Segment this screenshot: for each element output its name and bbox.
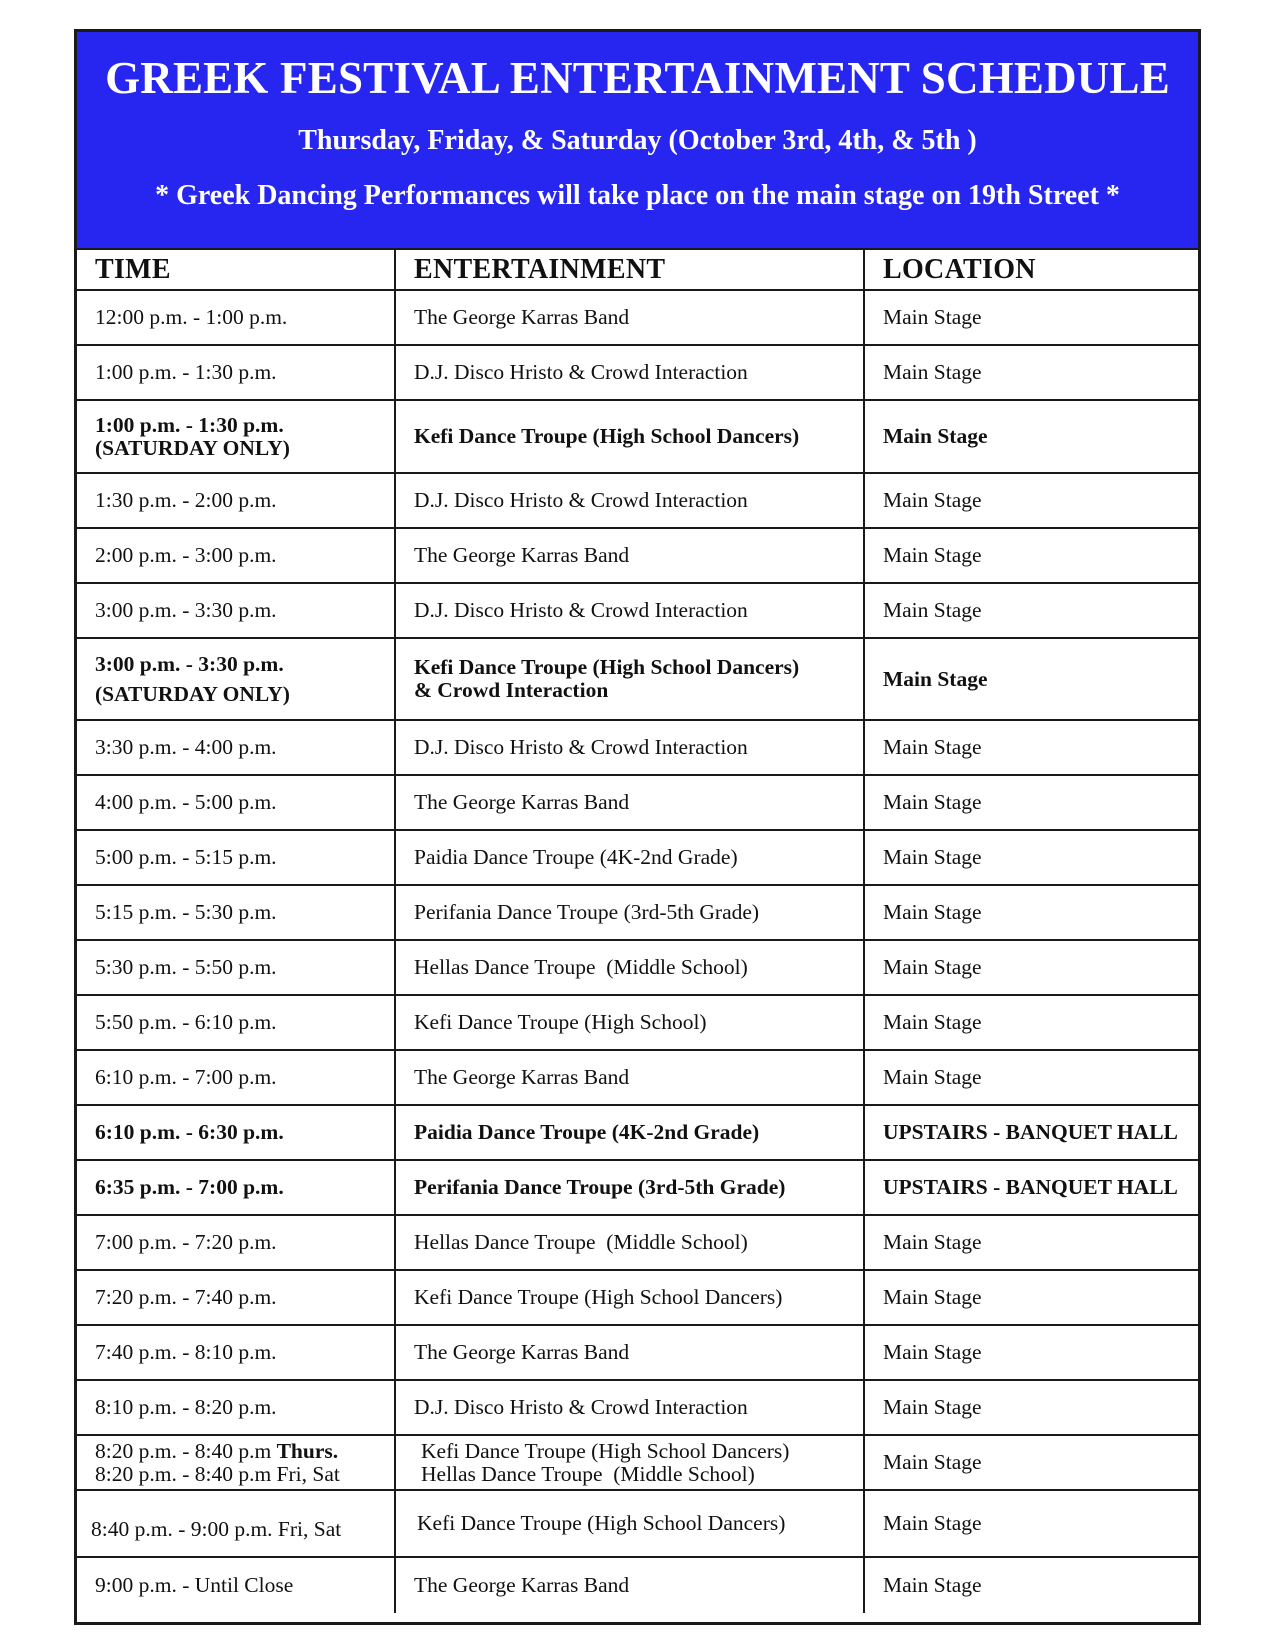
table-row (77, 1215, 1198, 1270)
table-row (77, 940, 1198, 995)
time-cell: 5:50 p.m. - 6:10 p.m. (77, 995, 395, 1050)
time-cell: 4:00 p.m. - 5:00 p.m. (77, 775, 395, 830)
time-cell: 7:00 p.m. - 7:20 p.m. (77, 1215, 395, 1270)
entertainment-line: Hellas Dance Troupe (Middle School) (421, 1461, 755, 1486)
time-cell: 7:40 p.m. - 8:10 p.m. (77, 1325, 395, 1380)
entertainment-line: & Crowd Interaction (414, 678, 609, 702)
time-cell: 5:00 p.m. - 5:15 p.m. (77, 830, 395, 885)
table-row (77, 830, 1198, 885)
time-range-text: 8:20 p.m. - 8:40 p.m (95, 1438, 272, 1463)
column-header-location: LOCATION (864, 249, 1198, 290)
entertainment-cell: Perifania Dance Troupe (3rd-5th Grade) (395, 885, 864, 940)
entertainment-cell: The George Karras Band (395, 528, 864, 583)
time-cell (77, 400, 395, 473)
festival-dates: Thursday, Friday, & Saturday (October 3rd, 4th, & 5th ) (298, 125, 977, 156)
entertainment-cell (395, 1435, 864, 1490)
entertainment-cell: Kefi Dance Troupe (High School Dancers) (395, 1490, 864, 1557)
location-cell: UPSTAIRS - BANQUET HALL (864, 1105, 1198, 1160)
time-cell (77, 638, 395, 720)
entertainment-cell: Hellas Dance Troupe (Middle School) (395, 1215, 864, 1270)
time-range: 1:00 p.m. - 1:30 p.m. (95, 412, 284, 437)
entertainment-cell: The George Karras Band (395, 775, 864, 830)
entertainment-line: Kefi Dance Troupe (High School Dancers) (421, 1438, 790, 1463)
entertainment-cell: D.J. Disco Hristo & Crowd Interaction (395, 473, 864, 528)
time-cell: 1:30 p.m. - 2:00 p.m. (77, 473, 395, 528)
table-row (77, 400, 1198, 473)
time-cell: 12:00 p.m. - 1:00 p.m. (77, 290, 395, 345)
page-title: GREEK FESTIVAL ENTERTAINMENT SCHEDULE (105, 53, 1170, 103)
time-cell: 5:15 p.m. - 5:30 p.m. (77, 885, 395, 940)
table-row (77, 775, 1198, 830)
location-cell: Main Stage (864, 775, 1198, 830)
time-note: (SATURDAY ONLY) (95, 435, 290, 460)
table-row (77, 528, 1198, 583)
entertainment-line: Kefi Dance Troupe (High School Dancers) (414, 655, 800, 679)
table-row (77, 720, 1198, 775)
time-cell: 6:35 p.m. - 7:00 p.m. (77, 1160, 395, 1215)
location-cell: Main Stage (864, 885, 1198, 940)
time-cell: 2:00 p.m. - 3:00 p.m. (77, 528, 395, 583)
time-cell: 6:10 p.m. - 6:30 p.m. (77, 1105, 395, 1160)
table-row (77, 1557, 1198, 1613)
location-cell: Main Stage (864, 1050, 1198, 1105)
table-row (77, 1490, 1198, 1557)
location-cell: Main Stage (864, 345, 1198, 400)
entertainment-cell: The George Karras Band (395, 290, 864, 345)
time-cell: 8:10 p.m. - 8:20 p.m. (77, 1380, 395, 1435)
time-range-alt: 8:20 p.m. - 8:40 p.m Fri, Sat (95, 1461, 340, 1486)
entertainment-cell: D.J. Disco Hristo & Crowd Interaction (395, 583, 864, 638)
table-row (77, 1105, 1198, 1160)
time-cell: 8:40 p.m. - 9:00 p.m. Fri, Sat (77, 1490, 395, 1557)
table-row (77, 638, 1198, 720)
table-row (77, 345, 1198, 400)
location-cell: Main Stage (864, 583, 1198, 638)
location-cell: Main Stage (864, 400, 1198, 473)
time-cell (77, 1435, 395, 1490)
table-row (77, 1160, 1198, 1215)
table-row (77, 290, 1198, 345)
table-row (77, 995, 1198, 1050)
table-row (77, 583, 1198, 638)
table-row (77, 1380, 1198, 1435)
time-cell: 5:30 p.m. - 5:50 p.m. (77, 940, 395, 995)
dancing-note: * Greek Dancing Performances will take place on the main stage on 19th Street * (155, 180, 1120, 211)
location-cell: UPSTAIRS - BANQUET HALL (864, 1160, 1198, 1215)
location-cell: Main Stage (864, 1435, 1198, 1490)
location-cell: Main Stage (864, 995, 1198, 1050)
location-cell: Main Stage (864, 1270, 1198, 1325)
schedule-frame (74, 29, 1201, 1625)
time-cell: 3:30 p.m. - 4:00 p.m. (77, 720, 395, 775)
time-range: 3:00 p.m. - 3:30 p.m. (95, 651, 284, 676)
location-cell: Main Stage (864, 638, 1198, 720)
location-cell: Main Stage (864, 940, 1198, 995)
table-row (77, 885, 1198, 940)
table-row (77, 1270, 1198, 1325)
location-cell: Main Stage (864, 290, 1198, 345)
location-cell: Main Stage (864, 1215, 1198, 1270)
header-banner (77, 32, 1198, 248)
table-row (77, 1325, 1198, 1380)
entertainment-cell: Paidia Dance Troupe (4K-2nd Grade) (395, 830, 864, 885)
table-header-row (77, 249, 1198, 290)
time-cell: 1:00 p.m. - 1:30 p.m. (77, 345, 395, 400)
location-cell: Main Stage (864, 1380, 1198, 1435)
entertainment-cell: Hellas Dance Troupe (Middle School) (395, 940, 864, 995)
table-row (77, 1435, 1198, 1490)
entertainment-cell: Kefi Dance Troupe (High School) (395, 995, 864, 1050)
location-cell: Main Stage (883, 1573, 982, 1597)
column-header-time: TIME (77, 249, 395, 290)
time-note: (SATURDAY ONLY) (95, 681, 290, 706)
location-cell: Main Stage (864, 1490, 1198, 1557)
entertainment-cell: D.J. Disco Hristo & Crowd Interaction (395, 720, 864, 775)
entertainment-cell: The George Karras Band (395, 1557, 864, 1613)
time-cell: 7:20 p.m. - 7:40 p.m. (77, 1270, 395, 1325)
entertainment-cell: Kefi Dance Troupe (High School Dancers) (395, 400, 864, 473)
table-row (77, 473, 1198, 528)
entertainment-cell: Perifania Dance Troupe (3rd-5th Grade) (395, 1160, 864, 1215)
time-cell: 9:00 p.m. - Until Close (77, 1557, 395, 1613)
time-cell: 3:00 p.m. - 3:30 p.m. (77, 583, 395, 638)
entertainment-cell: Kefi Dance Troupe (High School Dancers) (395, 1270, 864, 1325)
entertainment-cell: Paidia Dance Troupe (4K-2nd Grade) (395, 1105, 864, 1160)
schedule-table (77, 248, 1198, 1613)
location-cell: Main Stage (864, 830, 1198, 885)
location-cell: Main Stage (864, 528, 1198, 583)
location-cell: Main Stage (864, 473, 1198, 528)
location-cell: Main Stage (864, 1325, 1198, 1380)
time-range (95, 1440, 394, 1463)
entertainment-cell: D.J. Disco Hristo & Crowd Interaction (395, 1380, 864, 1435)
table-row (77, 1050, 1198, 1105)
entertainment-cell: The George Karras Band (395, 1050, 864, 1105)
column-header-entertainment: ENTERTAINMENT (395, 249, 864, 290)
location-cell: Main Stage (864, 720, 1198, 775)
time-cell: 6:10 p.m. - 7:00 p.m. (77, 1050, 395, 1105)
entertainment-cell: D.J. Disco Hristo & Crowd Interaction (395, 345, 864, 400)
entertainment-cell: The George Karras Band (395, 1325, 864, 1380)
time-day: Thurs. (276, 1438, 339, 1463)
entertainment-cell (395, 638, 864, 720)
